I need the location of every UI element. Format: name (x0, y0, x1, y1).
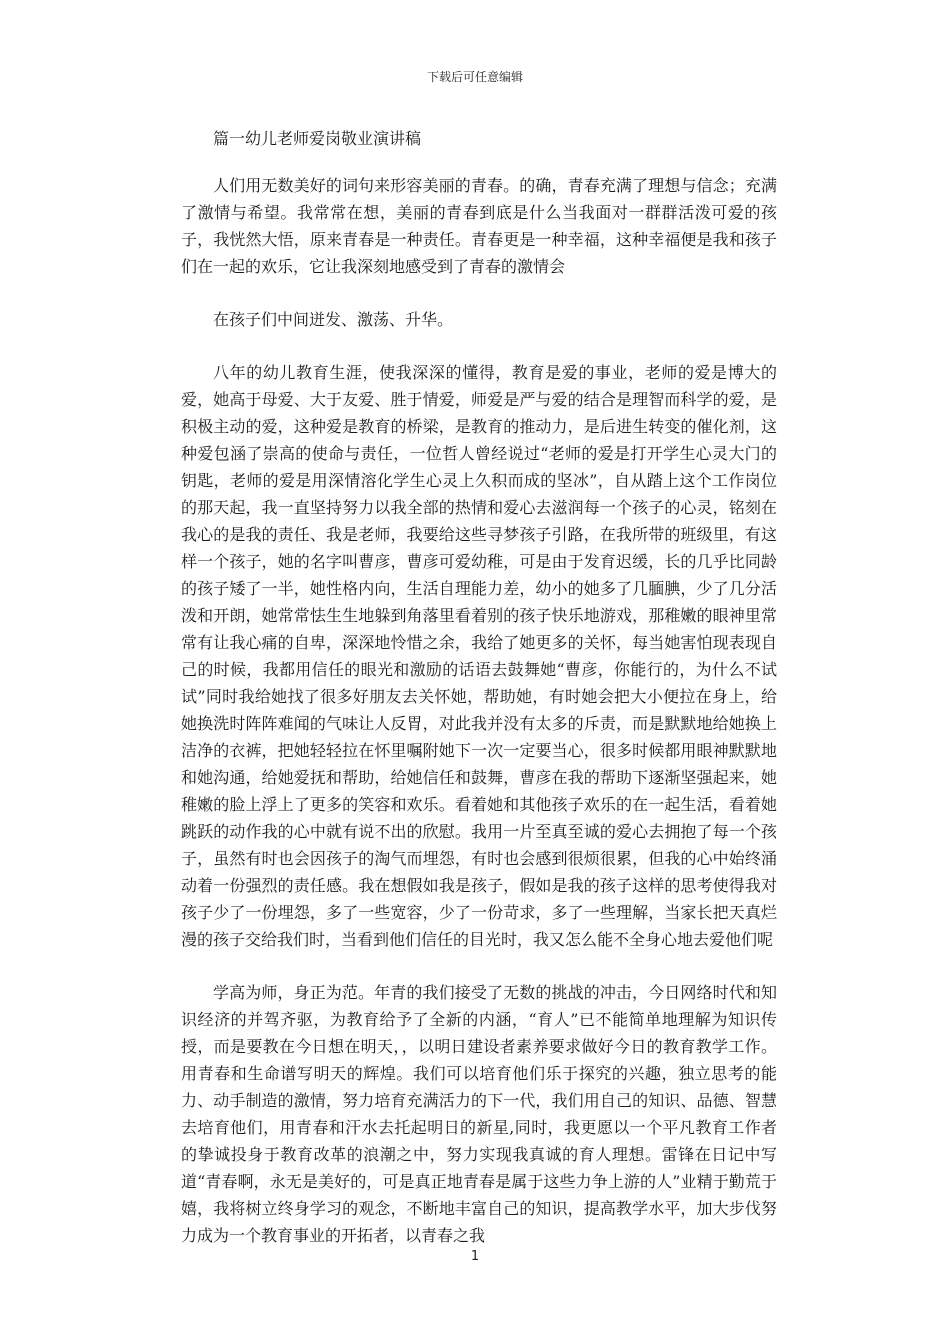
document-body (181, 172, 777, 1249)
page-number: 1 (470, 1249, 480, 1264)
paragraph-1: 人们用无数美好的词句来形容美丽的青春。的确，青春充满了理想与信念；充满了激情与希望。我常常在想，美丽的青春到底是什么当我面对一群群活泼可爱的孩子，我恍然大悟，原来青春是一种责任。青春更是一种幸福，这种幸福便是我和孩子们在一起的欢乐，它让我深刻地感受到了青春的激情会 (181, 176, 777, 276)
paragraph-3: 八年的幼儿教育生涯，使我深深的懂得，教育是爱的事业，老师的爱是博大的爱，她高于母爱、大于友爱、胜于情爱，师爱是严与爱的结合是理智而科学的爱，是积极主动的爱，这种爱是教育的桥梁，是教育的推动力，是后进生转变的催化剂，这种爱包涵了崇高的使命与责任，一位哲人曾经说过“老师的爱是打开学生心灵大门的钥匙，老师的爱是用深情溶化学生心灵上久积而成的坚冰”，自从踏上这个工作岗位的那天起，我一直坚持努力以我全部的热情和爱心去滋润每一个孩子的心灵，铭刻在我心的是我的责任、我是老师，我要给这些寻梦孩子引路，在我所带的班级里，有这样一个孩子，她的名字叫曹彦，曹彦可爱幼稚，可是由于发育迟缓，长的几乎比同龄的孩子矮了一半，她性格内向，生活自理能力差，幼小的她多了几腼腆，少了几分活泼和开朗，她常常怯生生地躲到角落里看着别的孩子快乐地游戏，那稚嫩的眼神里常常有让我心痛的自卑，深深地怜惜之余，我给了她更多的关怀，每当她害怕现表现自己的时候，我都用信任的眼光和激励的话语去鼓舞她“曹彦，你能行的，为什么不试试”同时我给她找了很多好朋友去关怀她，帮助她，有时她会把大小便拉在身上，给她换洗时阵阵难闻的气味让人反胃，对此我并没有太多的斥责，而是默默地给她换上洁净的衣裤，把她轻轻拉在怀里嘱附她下一次一定要当心，很多时候都用眼神默默地和她沟通，给她爱抚和帮助，给她信任和鼓舞，曹彦在我的帮助下逐渐坚强起来，她稚嫩的脸上浮上了更多的笑容和欢乐。看着她和其他孩子欢乐的在一起生活，看着她跳跃的动作我的心中就有说不出的欣慰。我用一片至真至诚的爱心去拥抱了每一个孩子，虽然有时也会因孩子的淘气而埋怨，有时也会感到很烦很累，但我的心中始终涌动着一份强烈的责任感。我在想假如我是孩子，假如是我的孩子这样的思考使得我对孩子少了一份埋怨，多了一些宽容，少了一份苛求，多了一些理解，当家长把天真烂漫的孩子交给我们时，当看到他们信任的目光时，我又怎么能不全身心地去爱他们呢 (181, 363, 777, 949)
paragraph-2: 在孩子们中间迸发、激荡、升华。 (213, 310, 454, 329)
page-header-note: 下载后可任意编辑 (426, 70, 523, 84)
paragraph-4: 学高为师，身正为范。年青的我们接受了无数的挑战的冲击，今日网络时代和知识经济的并驾齐驱，为教育给予了全新的内涵，“育人”已不能简单地理解为知识传授，而是要教在今日想在明天，，以明日建设者素养要求做好今日的教育教学工作。用青春和生命谱写明天的辉煌。我们可以培育他们乐于探究的兴趣，独立思考的能力、动手制造的激情，努力培育充满活力的下一代，我们用自己的知识、品德、智慧去培育他们，用青春和汗水去托起明日的新星,同时，我更愿以一个平凡教育工作者的挚诚投身于教育改革的浪潮之中，努力实现我真诚的育人理想。雷锋在日记中写道“青春啊，永无是美好的，可是真正地青春是属于这些力争上游的人”业精于勤荒于嬉，我将树立终身学习的观念，不断地丰富自己的知识，提高教学水平，加大步伐努力成为一个教育事业的开拓者，以青春之我 (181, 983, 777, 1245)
document-title: 篇一幼儿老师爱岗敬业演讲稿 (213, 129, 422, 148)
